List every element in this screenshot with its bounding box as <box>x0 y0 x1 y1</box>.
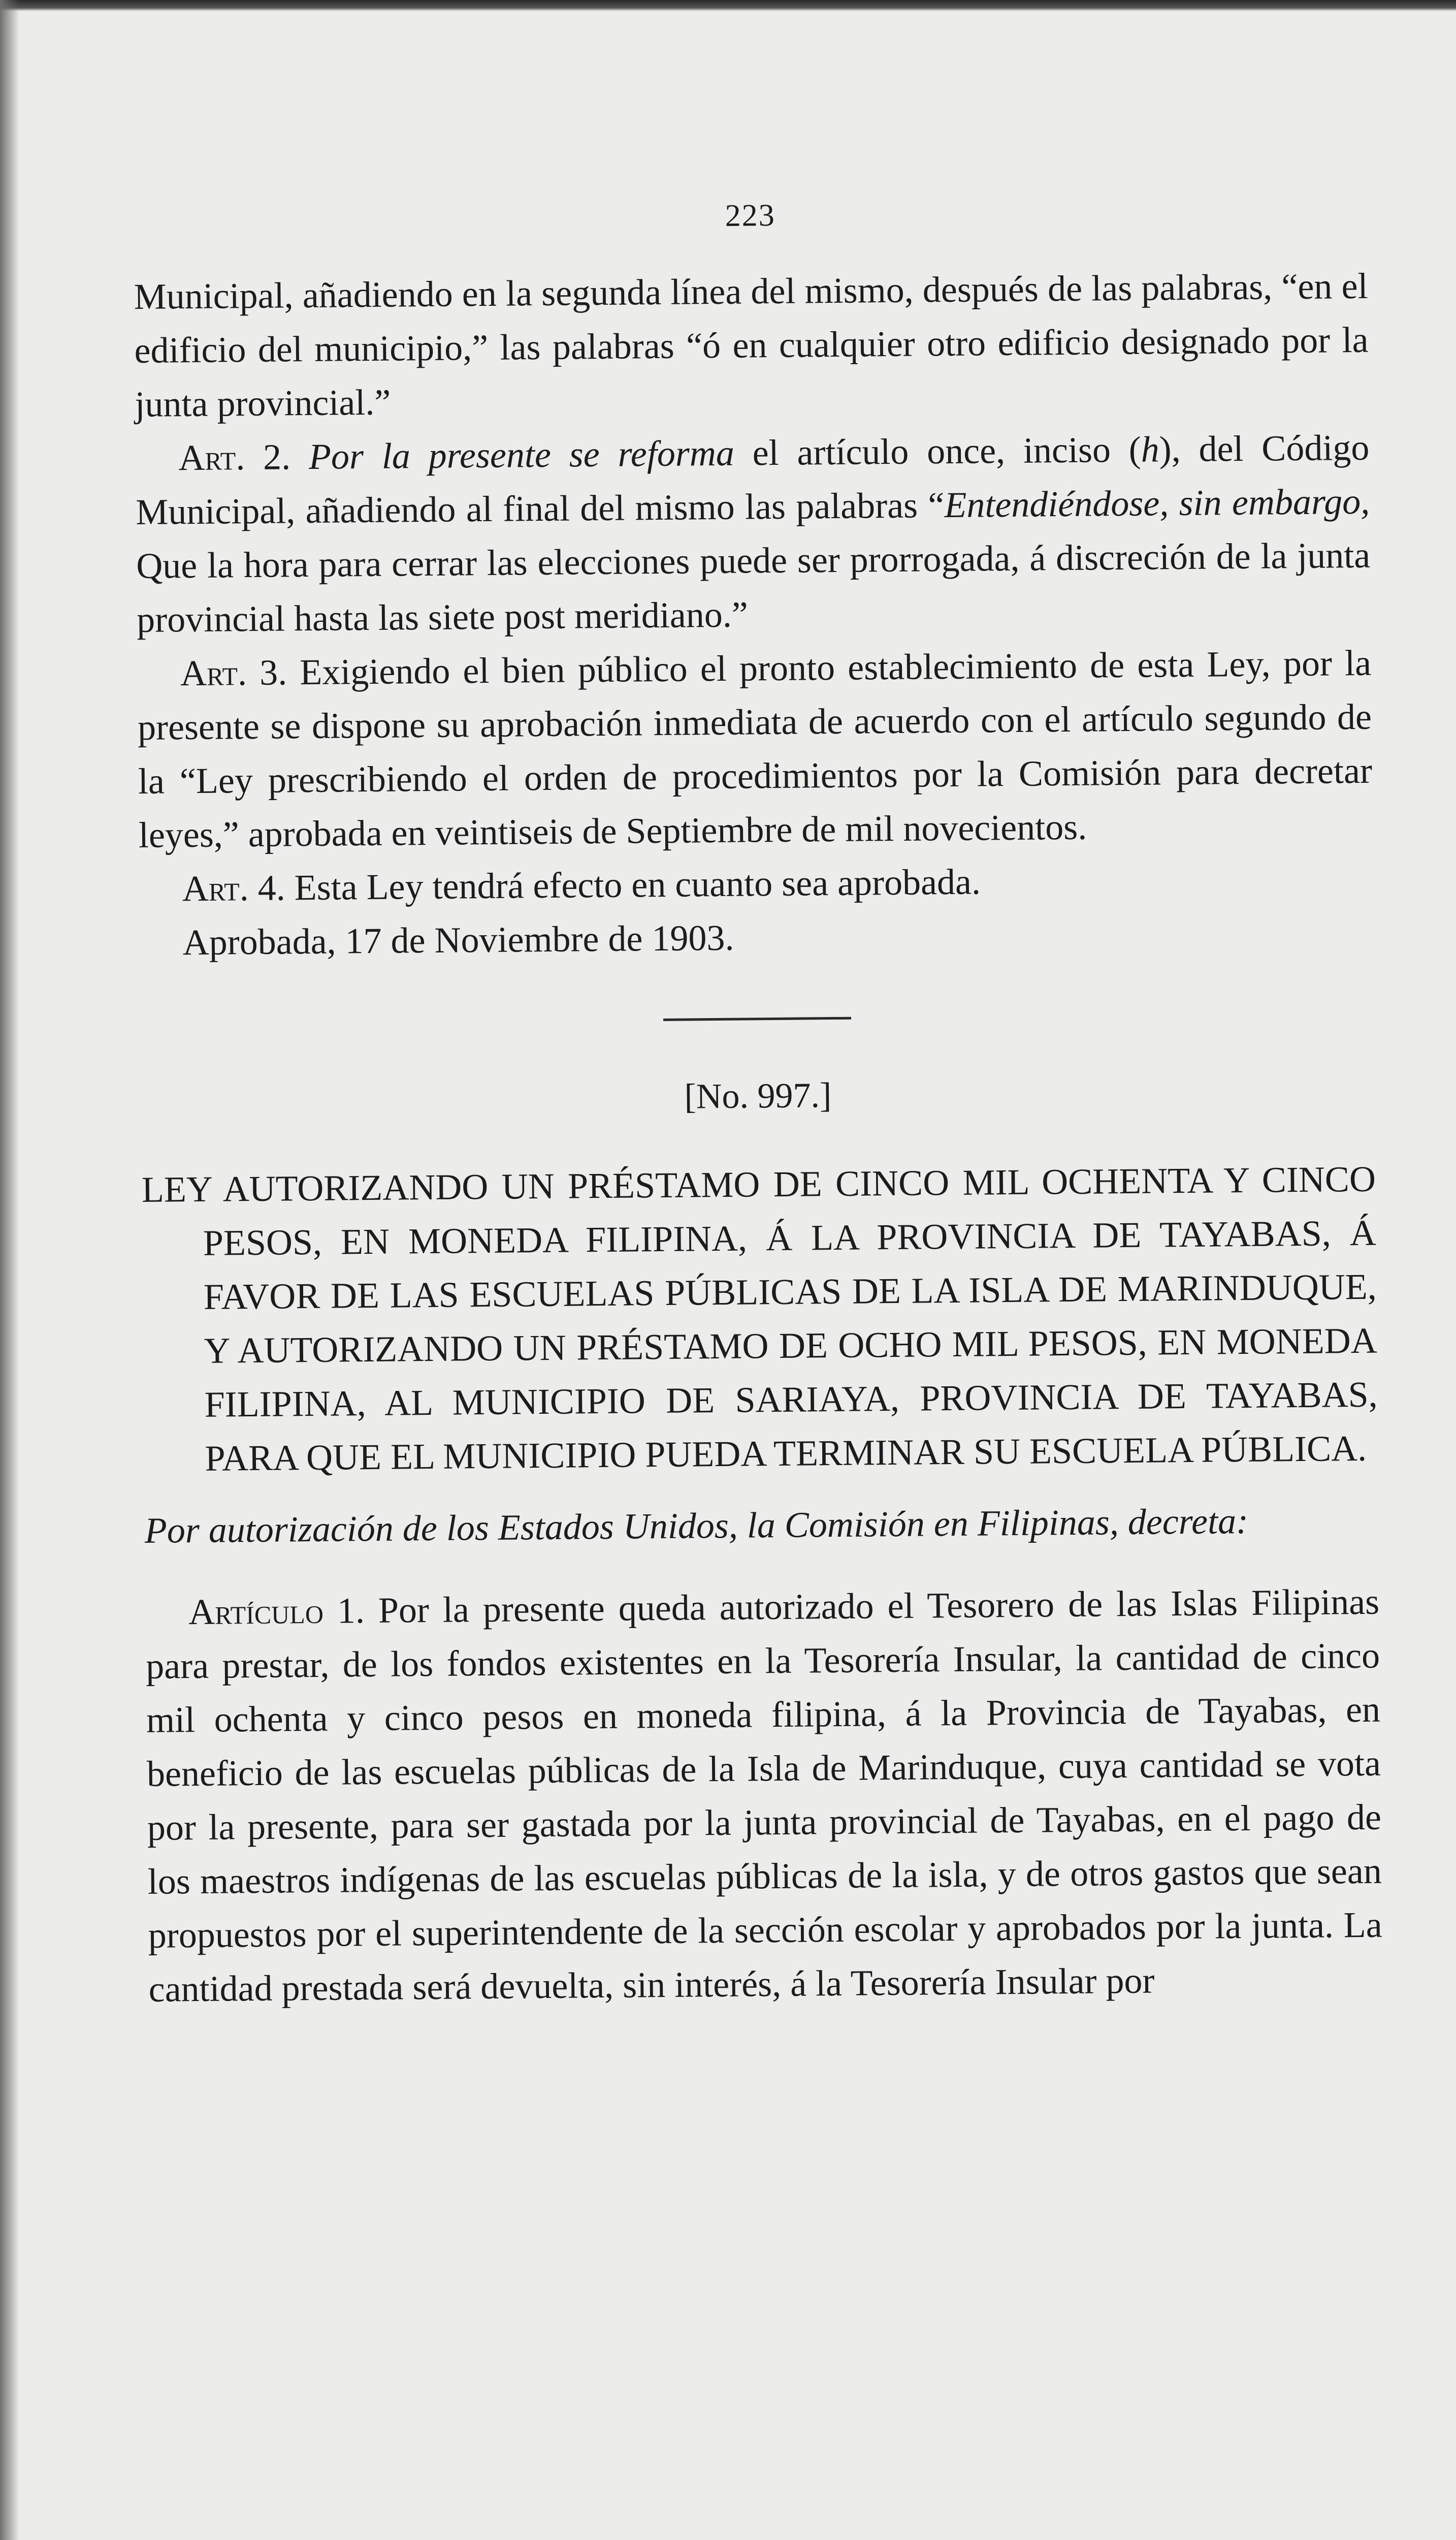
article-2-text-continued: ), del Código Municipal, añadiendo al final del mismo las palabras “ <box>135 427 1370 532</box>
article-2-label: Art. 2. <box>178 436 291 479</box>
article-3-text: Exigiendo el bien público el pronto establecimiento de esta Ley, por la presente se dispone su aprobación inmediata de acuerdo con el artículo segundo de la “Ley prescribiendo el orden de procedimientos por la Comisión para decretar leyes,” aprobada en veintiseis de Septiembre de mil novecientos. <box>137 642 1373 855</box>
article-1-label: Artículo 1. <box>188 1590 365 1633</box>
article-1 <box>145 1575 1383 2016</box>
article-1-text: Por la presente queda autorizado el Tesorero de las Islas Filipinas para prestar, de los fondos existentes en la Tesorería Insular, la cantidad de cinco mil ochenta y cinco pesos en moneda filipina, á la Provincia de Tayabas, en beneficio de las escuelas públicas de la Isla de Marinduque, cuya cantidad se vota por la presente, para ser gastada por la junta provincial de Tayabas, en el pago de los maestros indígenas de las escuelas públicas de la isla, y de otros gastos que sean propuestos por el superintendente de la sección escolar y aprobados por la junta. La cantidad prestada será devuelta, sin interés, á la Tesorería Insular por <box>145 1581 1383 2010</box>
article-2-inciso: h <box>1141 429 1160 470</box>
article-4-text: Esta Ley tendrá efecto en cuanto sea aprobada. <box>294 861 981 908</box>
approval-date-text: Aprobada, 17 de Noviembre de 1903. <box>182 917 734 963</box>
article-3-label: Art. 3. <box>180 652 287 694</box>
article-2-italic-quote: Entendiéndose, sin embargo, <box>944 481 1370 526</box>
article-4 <box>139 851 1373 916</box>
section-divider <box>663 1017 851 1021</box>
article-2-text-end: Que la hora para cerrar las elecciones puede ser prorrogada, á discreción de la junta provincial hasta las siete post meridiano.” <box>136 534 1371 640</box>
approval-date <box>139 905 1374 970</box>
article-3 <box>137 636 1373 862</box>
enacting-clause: Por autorización de los Estados Unidos, la Comisión en Filipinas, decreta: <box>144 1500 1249 1551</box>
article-2-italic-intro: Por la presente se reforma <box>308 432 735 477</box>
law-title: LEY AUTORIZANDO UN PRÉSTAMO DE CINCO MIL OCHENTA Y CINCO PESOS, EN MONEDA FILIPINA, Á LA PROVINCIA DE TAYABAS, Á FAVOR DE LAS ESCUELAS PÚBLICAS DE LA ISLA DE MARINDUQUE, Y AUTORIZANDO UN PRÉSTAMO DE OCHO MIL PESOS, EN MONEDA FILIPINA, AL MUNICIPIO DE SARIAYA, PROVINCIA DE TAYABAS, PARA QUE EL MUNICIPIO PUEDA TERMINAR SU ESCUELA PÚBLICA. <box>141 1158 1378 1479</box>
page-number: 223 <box>725 198 776 233</box>
top-edge-shadow <box>0 0 1456 11</box>
article-2-text: el artículo once, inciso ( <box>752 429 1142 473</box>
paragraph-municipal-continuation <box>134 259 1369 431</box>
law-number: [No. 997.] <box>684 1076 832 1117</box>
paragraph-text: Municipal, añadiendo en la segunda línea del mismo, después de las palabras, “en el edificio del municipio,” las palabras “ó en cualquier otro edificio designado por la junta provincial.” <box>134 265 1369 425</box>
article-2 <box>135 421 1371 647</box>
document-page <box>133 193 1383 2016</box>
article-4-label: Art. 4. <box>182 867 286 909</box>
left-edge-shadow <box>0 0 19 2540</box>
